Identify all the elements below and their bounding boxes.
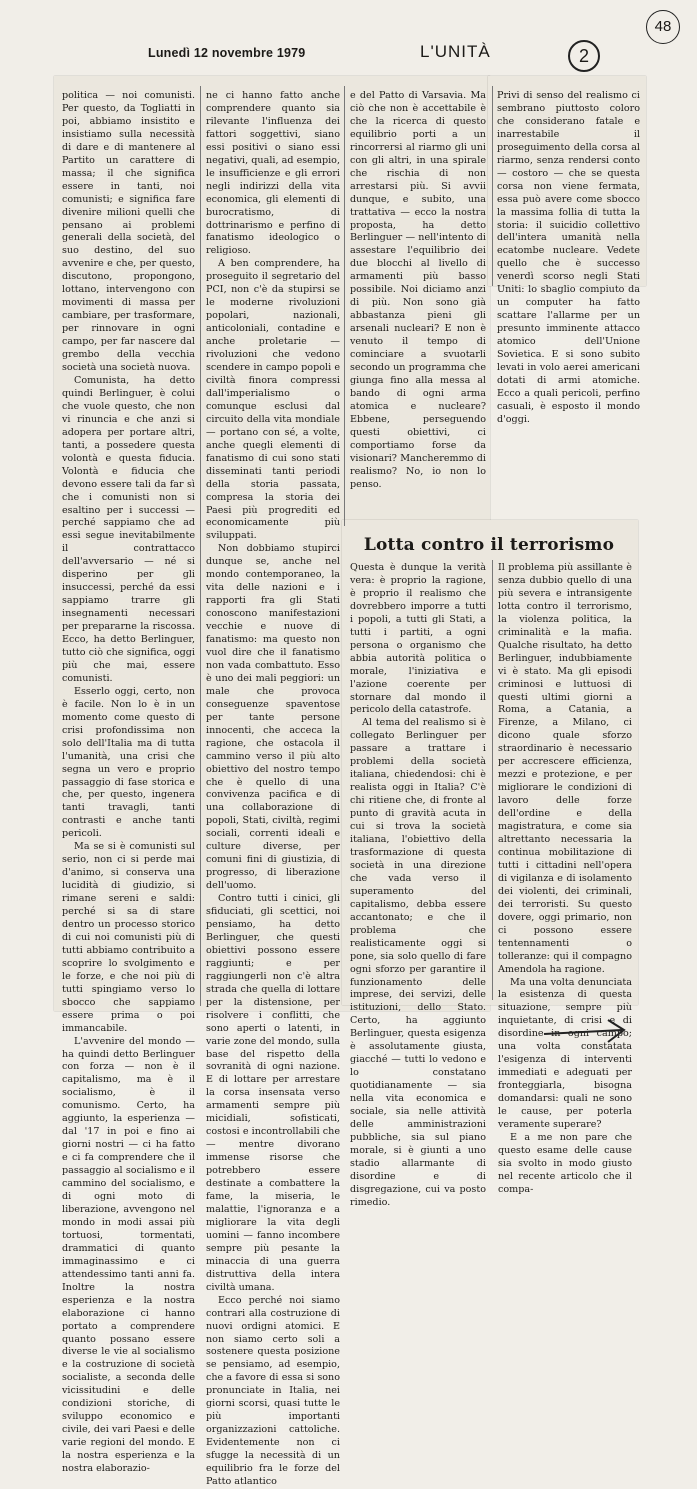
paragraph: E a me non pare che questo esame delle cause sia svolto in modo giusto nel recente articolo che il compa- bbox=[498, 1131, 632, 1195]
archive-number-circle: 48 bbox=[646, 10, 680, 44]
column-divider bbox=[344, 86, 345, 526]
page-number-circle: 2 bbox=[568, 40, 600, 72]
article-column-6 bbox=[498, 562, 632, 1195]
paragraph: ne ci hanno fatto anche comprendere quanto sia rilevante l'influenza dei fattori soggettivi, siano essi positivi o siano essi negativi, quali, ad esempio, le insufficienze e gli errori negli indirizzi della vita economica, gli elementi di burocratismo, di dottrinarismo e perfino di fanatismo ideologico o religioso. bbox=[206, 90, 340, 257]
article-column-5 bbox=[350, 562, 486, 1208]
paragraph: Ecco perché noi siamo contrari alla costruzione di nuovi ordigni atomici. E non siamo certo soli a sostenere questa posizione se pensiamo, ad esempio, che a favore di essa si sono pronunciate in Italia, nei giorni scorsi, quasi tutte le più importanti organizzazioni cattoliche. Evidentemente non ci sfugge la necessità di un equilibrio fra le forze del Patto atlantico bbox=[206, 1294, 340, 1487]
masthead: L'UNITÀ bbox=[420, 42, 491, 61]
paragraph: Questa è dunque la verità vera: è proprio la ragione, è proprio il realismo che dovrebbero imporre a tutti i popoli, a tutti gli Stati, a tutti i partiti, a ogni persona o organismo che abbia autorità politica o morale, l'iniziativa e l'azione coerente per stornare dal mondo il pericolo della catastrofe. bbox=[350, 562, 486, 716]
column-divider bbox=[492, 86, 493, 286]
article-column-3 bbox=[350, 90, 486, 490]
paragraph: Privi di senso del realismo ci sembrano piuttosto coloro che considerano fatale e inarrestabile il proseguimento della corsa al riarmo, senza rendersi conto — costoro — che se questa corsa non viene fermata, essa può avere come sbocco la massima follia di tutta la storia: il suicidio collettivo dell'intera umanità nella ecatombe nucleare. Vedete quello che è successo venerdì scorso negli Stati Uniti: lo sbaglio compiuto da un computer ha fatto scattare l'allarme per un presunto imminente attacco atomico dell'Unione Sovietica. E si sono subito levati in volo aerei americani dotati di armi atomiche. Ecco a quali pericoli, perfino casuali, è esposto il mondo d'oggi. bbox=[497, 90, 640, 425]
dateline: Lunedì 12 novembre 1979 bbox=[148, 46, 306, 60]
continue-arrow-icon bbox=[540, 1012, 630, 1052]
paragraph: Esserlo oggi, certo, non è facile. Non lo è in un momento come questo di crisi profondissima non solo dell'Italia ma di tutta l'umanità, una crisi che segna un vero e proprio passaggio di fase storica e che, per questo, ingenera tanti travagli, tanti contrasti e anche tanti pericoli. bbox=[62, 685, 195, 840]
paragraph: politica — noi comunisti. Per questo, da Togliatti in poi, abbiamo insistito e insistiamo sulla necessità di dare e di mantenere al Partito un carattere di massa; il che significa essere in tanti, noi comunisti; e significa fare divenire milioni quelli che pensano ai problemi generali della società, del suo destino, del suo avvenire e che, per questo, discutono, propongono, lottano, intervengono con movimenti di massa per cambiare, per trasformare, per rinnovare in ogni campo, per far nascere dal grembo della vecchia società una società nuova. bbox=[62, 90, 195, 374]
column-divider bbox=[200, 86, 201, 1006]
paragraph: Ma una volta denunciata la esistenza di questa situazione, sempre più inquietante, di crisi e di disordine in ogni campo; una volta constatata l'esigenza di interventi immediati e adeguati per fronteggiarla, bisogna domandarsi: quali ne sono le cause, per poterla veramente superare? bbox=[498, 976, 632, 1130]
paragraph: Ma se si è comunisti sul serio, non ci si perde mai d'animo, si conserva una lucidità di giudizio, si rimane sereni e saldi: perché si sa di stare dentro un processo storico di cui noi comunisti più di tutti abbiamo contribuito a scoprire lo svolgimento e le forze, e che noi più di tutti spingiamo verso lo sbocco che sappiamo essere prima o poi immancabile. bbox=[62, 841, 195, 1034]
section-headline: Lotta contro il terrorismo bbox=[363, 535, 615, 555]
article-column-2 bbox=[206, 90, 340, 1487]
paragraph: Non dobbiamo stupirci dunque se, anche nel mondo contemporaneo, la vita delle nazioni e i rapporti fra gli Stati conoscono manifestazioni vecchie e nuove di fanatismo: ma questo non vuol dire che il fanatismo non vada combattuto. Esso è uno dei mali peggiori: un male che provoca conseguenze spaventose per tante persone innocenti, che acceca la ragione, che ostacola il cammino verso il più alto obiettivo del nostro tempo che è quello di una convivenza pacifica e di una collaborazione di popoli, Stati, civiltà, regimi sociali, correnti ideali e culture diverse, per comuni fini di giustizia, di progresso, di liberazione dell'uomo. bbox=[206, 543, 340, 892]
paragraph: Al tema del realismo si è collegato Berlinguer per passare a trattare i problemi della società italiana, chiedendosi: chi è realista oggi in Italia? C'è chi ritiene che, di fronte al punto di gravità acuta in cui si trova la società italiana, l'obiettivo della trasformazione di questa società in una direzione che vada verso il superamento del capitalismo, debba essere accantonato; e che il problema che realisticamente oggi si pone, sia solo quello di fare ogni sforzo per garantire il funzionamento delle imprese, dei servizi, delle istituzioni, dello Stato. Certo, ha aggiunto Berlinguer, questa esigenza è assolutamente giusta, giacché — tutti lo vedono e lo constatano quotidianamente — sia nella vita economica e sociale, sia nelle attività delle amministrazioni pubbliche, sia sul piano morale, si è giunti a uno stadio allarmante di disordine e di disgregazione, cui va posto rimedio. bbox=[350, 717, 486, 1208]
article-column-4 bbox=[497, 90, 640, 425]
paragraph: L'avvenire del mondo — ha quindi detto Berlinguer con forza — non è il capitalismo, ma è il socialismo, è il comunismo. Certo, ha aggiunto, la esperienza — dal '17 in poi e fino ai giorni nostri — ci ha fatto e ci fa comprendere che il passaggio al socialismo e il cammino del socialismo, e di ogni moto di liberazione, avvengono nel mondo in modi assai più tortuosi, tormentati, drammatici di quanto immaginassimo e ci attendessimo tanti anni fa. Inoltre la nostra esperienza e la nostra elaborazione ci hanno portato a comprendere quanto possano essere diverse le vie al socialismo e la costruzione di società socialiste, a seconda delle vicissitudini e delle condizioni storiche, di sviluppo economico e civile, dei vari Paesi e delle varie regioni del mondo. E la nostra esperienza e la nostra elaborazio- bbox=[62, 1035, 195, 1475]
paragraph: Il problema più assillante è senza dubbio quello di una più severa e intransigente lotta contro il terrorismo, la violenza politica, la criminalità e la mafia. Qualche risultato, ha detto Berlinguer, indubbiamente vi è stato. Ma gli episodi criminosi e luttuosi di questi ultimi giorni a Roma, a Catania, a Firenze, a Milano, ci dicono quale sforzo straordinario è necessario per accrescere efficienza, mezzi e protezione, e per migliorare le condizioni di lavoro delle forze dell'ordine e della magistratura, e come sia altrettanto necessaria la continua mobilitazione di tutti i cittadini nell'opera di vigilanza e di isolamento dei violenti, dei criminali, dei terroristi. Su questo dovere, oggi primario, non ci possono essere tentennamenti o tolleranze: qui il compagno Amendola ha ragione. bbox=[498, 562, 632, 975]
column-divider bbox=[492, 560, 493, 1000]
paragraph: Comunista, ha detto quindi Berlinguer, è colui che vuole questo, che non vi rinuncia e che anzi si adopera per portare altri, tanti, a possedere questa volontà e questa fiducia. Volontà e fiducia che devono essere tali da far sì che i comunisti non si esaltino per i successi — perché sappiamo che ad essi segue inevitabilmente il contrattacco dell'avversario — né si disperino per gli insuccessi, perché da essi sappiamo trarre gli insegnamenti necessari per prepararne la riscossa. Ecco, ha detto Berlinguer, tutto ciò che significa, oggi più che mai, essere comunisti. bbox=[62, 374, 195, 684]
article-column-1 bbox=[62, 90, 195, 1475]
paragraph: A ben comprendere, ha proseguito il segretario del PCI, non c'è da stupirsi se le moderne rivoluzioni popolari, nazionali, anticoloniali, contadine e anche proletarie — rivoluzioni che vedono scendere in campo popoli e civiltà finora compressi dall'imperialismo o comunque esclusi dal circuito della vita mondiale — portano con sé, a volte, anche quegli elementi di fanatismo di cui sono stati disseminati tanti periodi della storia passata, compresa la storia dei Paesi più progrediti ed economicamente più sviluppati. bbox=[206, 258, 340, 542]
paragraph: Contro tutti i cinici, gli sfiduciati, gli scettici, noi pensiamo, ha detto Berlinguer, che questi obiettivi possono essere raggiunti; e per raggiungerli non c'è altra strada che quella di lottare per la distensione, per risolvere i conflitti, che sono aperti o latenti, in varie zone del mondo, sulla base del rispetto della sovranità di ogni nazione. E di lottare per arrestare la corsa insensata verso armamenti sempre più micidiali, sofisticati, costosi e incontrollabili che — mentre divorano immense risorse che potrebbero essere destinate a combattere la fame, la miseria, le malattie, l'ignoranza e a migliorare la vita degli uomini — fanno incombere sempre più pesante la minaccia di una guerra distruttiva della intera civiltà umana. bbox=[206, 893, 340, 1293]
paragraph: e del Patto di Varsavia. Ma ciò che non è accettabile è che la ricerca di questo equilibrio porti a un rincorrersi al riarmo gli uni con gli altri, in una spirale che rischia di non arrestarsi più. Si avvii dunque, e subito, una trattativa — ecco la nostra proposta, ha detto Berlinguer — nell'intento di assestare l'equilibrio dei due blocchi al livello di armamenti più basso possibile. Noi diciamo anzi di più. Non sono già abbastanza pieni gli arsenali nucleari? E non è venuto il tempo di cominciare a svuotarli secondo un programma che giunga fino alla messa al bando di ogni arma atomica e nucleare? Ebbene, perseguendo questi obiettivi, ci comportiamo forse da visionari? Mancheremmo di realismo? No, io non lo penso. bbox=[350, 90, 486, 490]
